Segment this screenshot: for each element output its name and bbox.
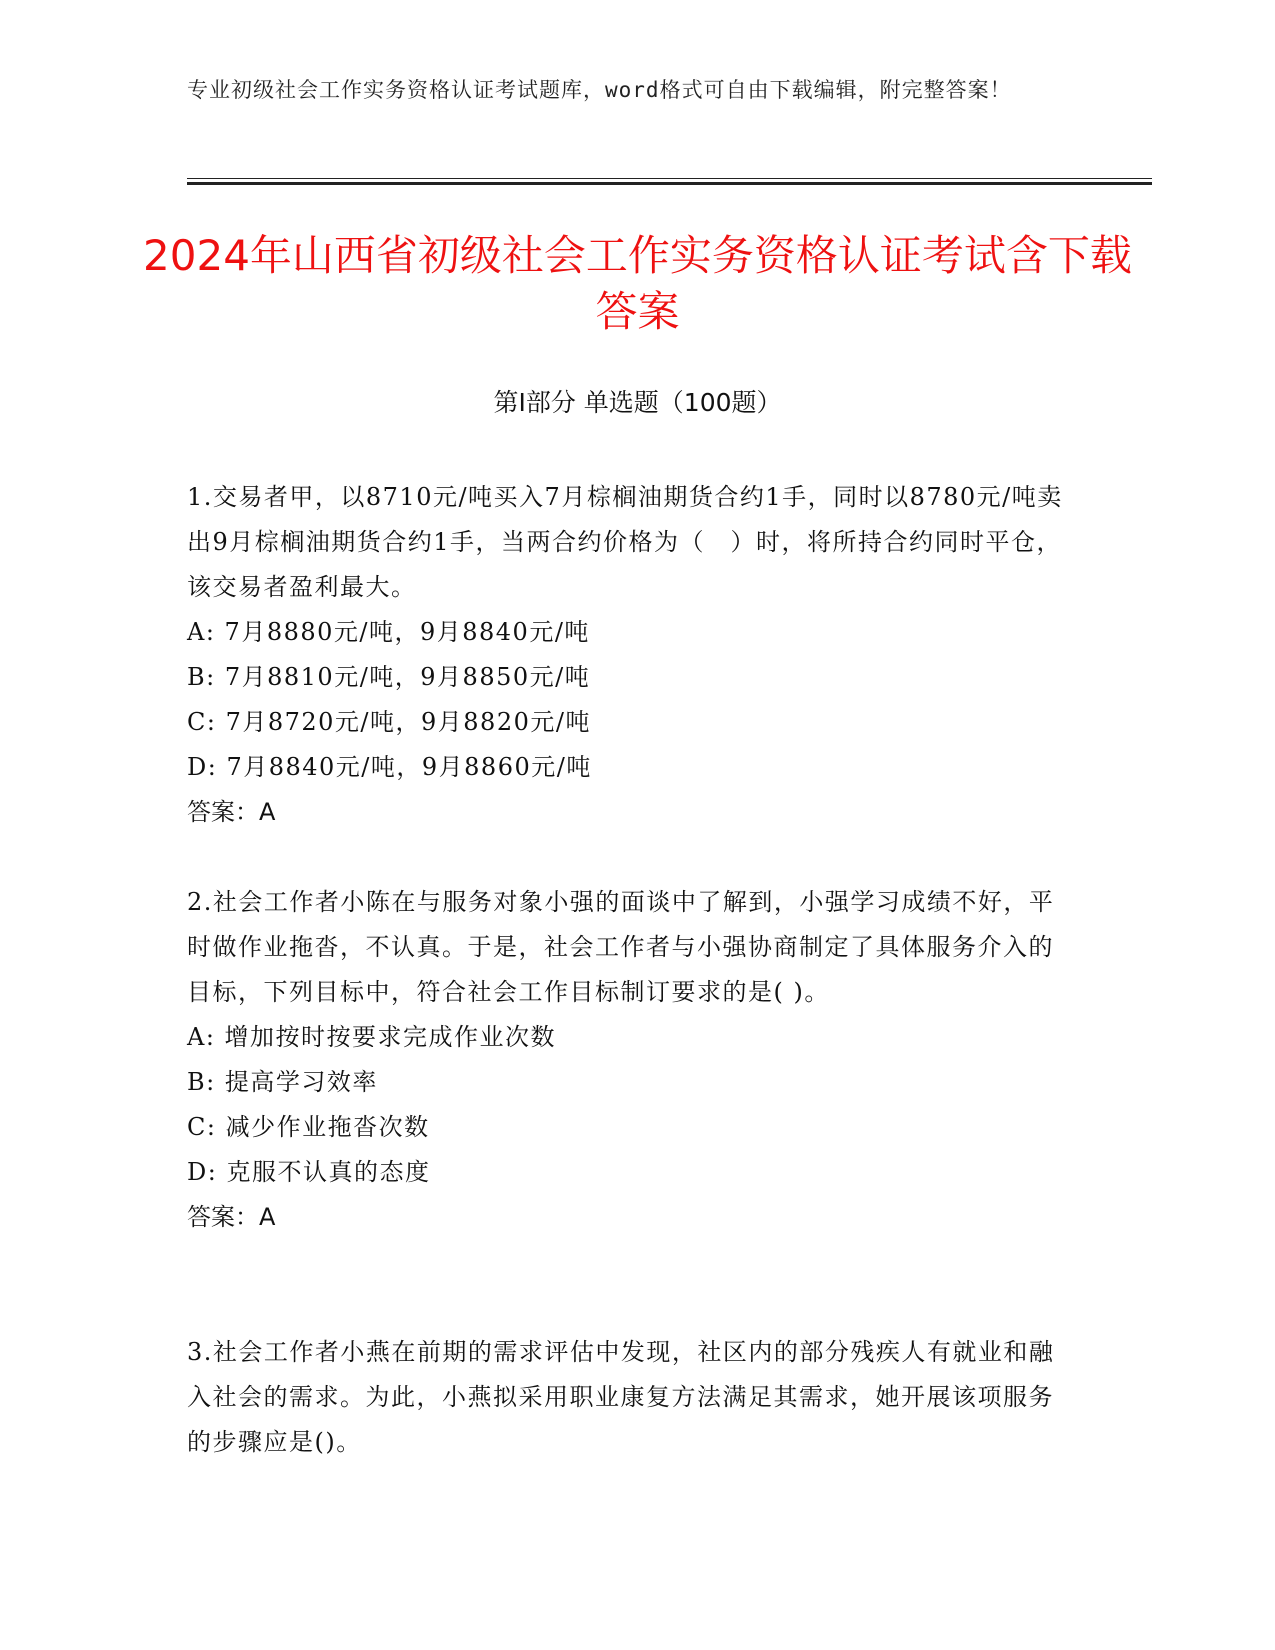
header-note: 专业初级社会工作实务资格认证考试题库，word格式可自由下载编辑，附完整答案！ — [187, 78, 1012, 102]
document-title: 2024年山西省初级社会工作实务资格认证考试含下载答案 — [143, 231, 1132, 336]
section-heading: 第I部分 单选题（100题） — [493, 388, 782, 417]
answer-line: 答案：A — [187, 798, 276, 826]
option-a: A: 7月8880元/吨，9月8840元/吨 — [187, 618, 590, 646]
option-b: B: 7月8810元/吨，9月8850元/吨 — [187, 663, 591, 691]
question-2 — [187, 880, 1067, 1240]
question-1 — [187, 475, 1067, 835]
option-c: C: 减少作业拖沓次数 — [187, 1113, 430, 1141]
question-stem: 1.交易者甲，以8710元/吨买入7月棕榈油期货合约1手，同时以8780元/吨卖出9月棕榈油期货合约1手，当两合约价格为（ ）时，将所持合约同时平仓，该交易者盈利最大。 — [187, 483, 1063, 601]
option-d: D: 克服不认真的态度 — [187, 1158, 431, 1186]
option-a: A: 增加按时按要求完成作业次数 — [187, 1023, 557, 1051]
header-rule-thick — [187, 182, 1152, 185]
question-stem: 2.社会工作者小陈在与服务对象小强的面谈中了解到，小强学习成绩不好，平时做作业拖沓，不认真。于是，社会工作者与小强协商制定了具体服务介入的目标，下列目标中，符合社会工作目标制订要求的是( )。 — [187, 888, 1055, 1006]
option-c: C: 7月8720元/吨，9月8820元/吨 — [187, 708, 591, 736]
option-b: B: 提高学习效率 — [187, 1068, 378, 1096]
question-3 — [187, 1330, 1067, 1465]
header-rule-thin — [187, 178, 1152, 179]
question-stem: 3.社会工作者小燕在前期的需求评估中发现，社区内的部分残疾人有就业和融入社会的需求。为此，小燕拟采用职业康复方法满足其需求，她开展该项服务的步骤应是()。 — [187, 1338, 1055, 1456]
answer-line: 答案：A — [187, 1203, 276, 1231]
option-d: D: 7月8840元/吨，9月8860元/吨 — [187, 753, 592, 781]
